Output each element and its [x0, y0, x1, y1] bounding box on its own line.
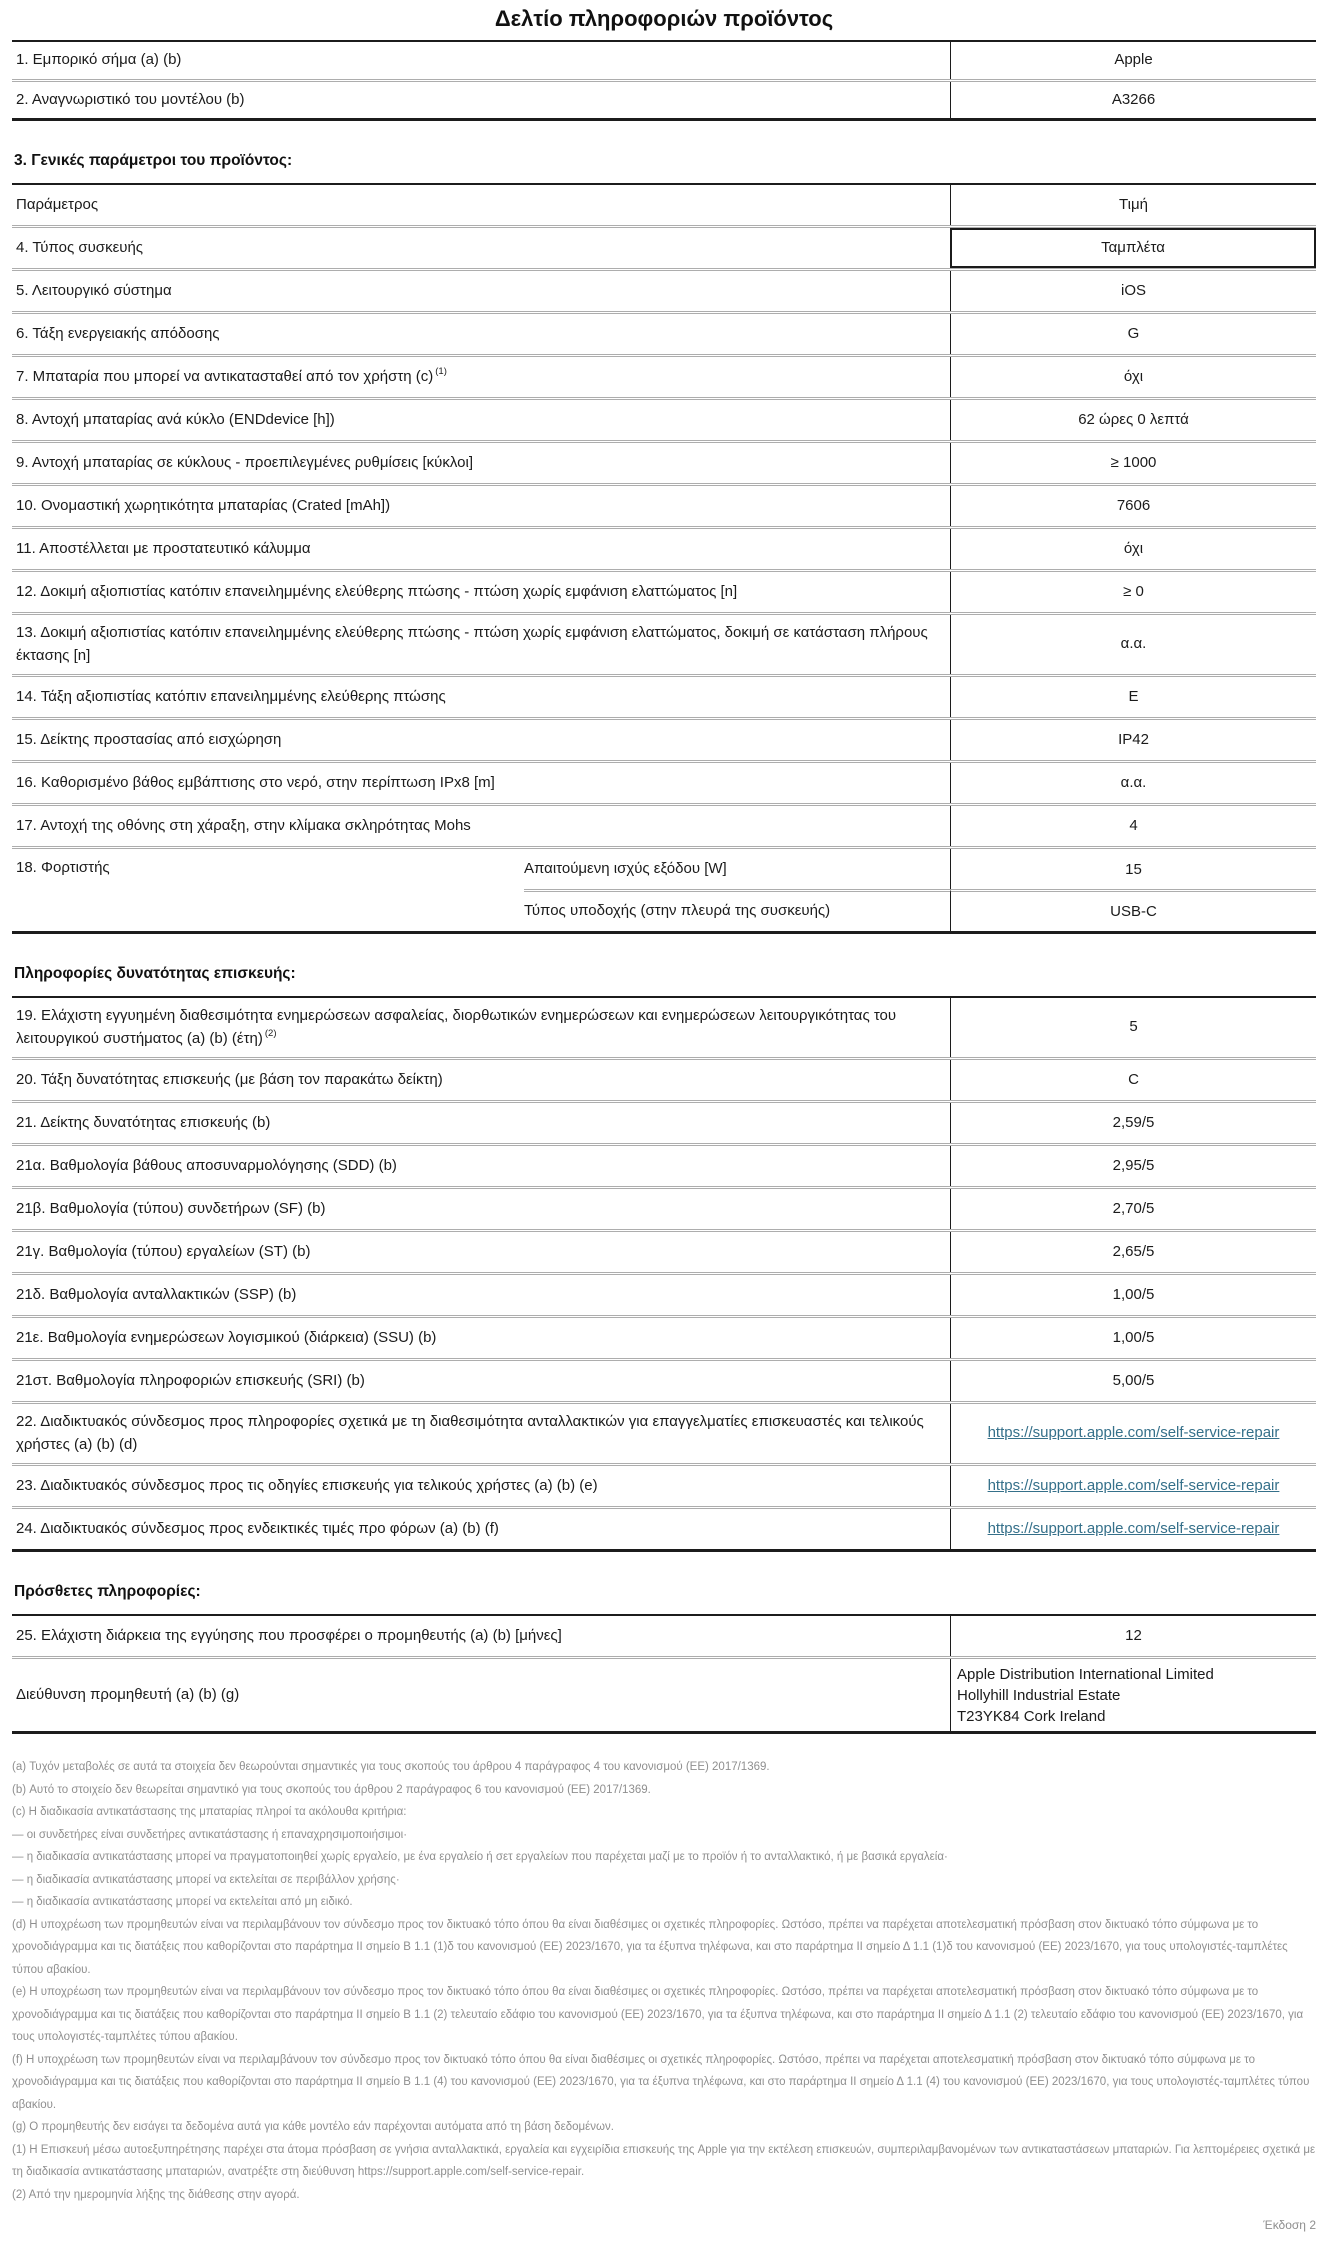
table-row — [12, 803, 1316, 846]
row-label: 17. Αντοχή της οθόνης στη χάραξη, στην κλίμακα σκληρότητας Mohs — [16, 816, 471, 834]
row-label: 5. Λειτουργικό σύστημα — [16, 281, 172, 299]
row-label: 1. Εμπορικό σήμα (a) (b) — [16, 51, 182, 68]
supplier-address-line: Hollyhill Industrial Estate — [957, 1686, 1121, 1704]
row-value: α.α. — [950, 763, 1316, 803]
supplier-address-label: Διεύθυνση προμηθευτή (a) (b) (g) — [16, 1685, 240, 1703]
row-value: 62 ώρες 0 λεπτά — [950, 400, 1316, 440]
footnote: (d) Η υποχρέωση των προμηθευτών είναι να περιλαμβάνουν τον σύνδεσμο προς τον δικτυακό τόπο όπου θα είναι διαθέσιμες οι σχετικές πληροφορίες. Ωστόσο, πρέπει να παρέχεται αποτελεσματική πρόσβαση στον δικτυακό τόπο σύμφωνα με το χρονοδιάγραμμα και τις διατάξεις που καθορίζονται στο παράρτημα II σημείο Β 1.1 (1)δ του κανονισμού (ΕΕ) 2023/1670, για τα έξυπνα τηλέφωνα, και στο παράρτημα II σημείο Δ 1.1 (1)δ του κανονισμού (ΕΕ) 2023/1670, για τους υπολογιστές-ταμπλέτες τύπου αβακίου. — [12, 1918, 1288, 1976]
row-label: 21δ. Βαθμολογία ανταλλακτικών (SSP) (b) — [16, 1285, 297, 1303]
additional-info-table — [12, 1614, 1316, 1734]
row-label: 7. Μπαταρία που μπορεί να αντικατασταθεί από τον χρήστη (c) $^{(1)}$ — [16, 365, 447, 385]
version-label: Έκδοση 2 — [1263, 2218, 1316, 2232]
row-label: 8. Αντοχή μπαταρίας ανά κύκλο (ENDdevice [h]) — [16, 410, 335, 428]
table-row — [12, 354, 1316, 397]
row-value: 12 — [950, 1616, 1316, 1656]
repair-info-link[interactable]: https://support.apple.com/self-service-repair — [987, 1476, 1280, 1494]
general-rows — [12, 225, 1316, 846]
row-value: όχι — [950, 357, 1316, 397]
table-row — [12, 998, 1316, 1057]
row-value: ≥ 1000 — [950, 443, 1316, 483]
row-value: α.α. — [950, 615, 1316, 674]
row-value — [950, 1466, 1316, 1506]
row-label: 10. Ονομαστική χωρητικότητα μπαταρίας (Crated [mAh]) — [16, 496, 391, 514]
additional-section-heading: Πρόσθετες πληροφορίες: — [14, 1583, 201, 1600]
row-value: G — [950, 314, 1316, 354]
supplier-address-line: Apple Distribution International Limited — [957, 1665, 1214, 1683]
table-row — [12, 1272, 1316, 1315]
row-label: 13. Δοκιμή αξιοπιστίας κατόπιν επανειλημμένης ελεύθερης πτώσης - πτώση χωρίς εμφάνιση ελαττώματος, δοκιμή σε κατάσταση πλήρους έκτασης [n] — [16, 624, 928, 664]
footnote: — η διαδικασία αντικατάστασης μπορεί να εκτελείται σε περιβάλλον χρήσης· — [12, 1873, 400, 1886]
table-row — [12, 440, 1316, 483]
footnotes — [12, 1756, 1316, 2206]
table-row — [12, 1358, 1316, 1401]
row-label: 22. Διαδικτυακός σύνδεσμος προς πληροφορίες σχετικά με τη διαθεσιμότητα ανταλλακτικών για επαγγελματίες επισκευαστές και τελικούς χρήστες (a) (b) (d) — [16, 1413, 924, 1453]
additional-rows — [12, 1616, 1316, 1656]
table-row — [12, 1229, 1316, 1272]
footnote: (g) Ο προμηθευτής δεν εισάγει τα δεδομένα αυτά για κάθε μοντέλο εάν παρέχονται αυτόματα από τη βάση δεδομένων. — [12, 2121, 614, 2133]
row-label: 16. Καθορισμένο βάθος εμβάπτισης στο νερό, στην περίπτωση IPx8 [m] — [16, 773, 495, 791]
row-value: IP42 — [950, 720, 1316, 760]
charger-sub-label: Απαιτούμενη ισχύς εξόδου [W] — [524, 859, 727, 877]
row-value — [950, 1509, 1316, 1549]
general-section-heading: 3. Γενικές παράμετροι του προϊόντος: — [14, 152, 293, 169]
row-label: 21β. Βαθμολογία (τύπου) συνδετήρων (SF) (b) — [16, 1199, 326, 1217]
page-title: Δελτίο πληροφοριών προϊόντος — [494, 6, 834, 31]
row-value: ≥ 0 — [950, 572, 1316, 612]
row-value: A3266 — [950, 82, 1316, 119]
row-value: 2,59/5 — [950, 1103, 1316, 1143]
table-row — [12, 483, 1316, 526]
footnote: (b) Αυτό το στοιχείο δεν θεωρείται σημαντικό για τους σκοπούς του άρθρου 2 παράγραφος 6 του κανονισμού (ΕΕ) 2017/1369. — [12, 1783, 651, 1796]
footnote: (1) Η Επισκευή μέσω αυτοεξυπηρέτησης παρέχει στα άτομα πρόσβαση σε γνήσια ανταλλακτικά, εργαλεία και εγχειρίδια επισκευής της Apple για την εκτέλεση επισκευών, συμπεριλαμβανομένων των αντικαταστάσεων μπαταριών. Για λεπτομέρειες σχετικά με τη διαδικασία αντικατάστασης μπαταριών, ανατρέξτε στη διεύθυνση https://support.apple.com/self-service-repair. — [12, 2143, 1316, 2178]
footnote: — η διαδικασία αντικατάστασης μπορεί να πραγματοποιηθεί χωρίς εργαλείο, με ένα εργαλείο ή σετ εργαλείων που παρέχεται μαζί με το προϊόν ή το ανταλλακτικό, ή με βασικά εργαλεία· — [12, 1851, 948, 1863]
footnote: (2) Από την ημερομηνία λήξης της διάθεσης στην αγορά. — [12, 2188, 300, 2201]
row-label: 21γ. Βαθμολογία (τύπου) εργαλείων (ST) (b) — [16, 1242, 311, 1260]
row-label: 21ε. Βαθμολογία ενημερώσεων λογισμικού (διάρκεια) (SSU) (b) — [16, 1328, 437, 1346]
table-row — [12, 526, 1316, 569]
table-header-row — [12, 185, 1316, 225]
row-label: 20. Τάξη δυνατότητας επισκευής (με βάση τον παρακάτω δείκτη) — [16, 1070, 443, 1088]
row-label: 4. Τύπος συσκευής — [16, 238, 144, 256]
row-label: 19. Ελάχιστη εγγυημένη διαθεσιμότητα ενημερώσεων ασφαλείας, διορθωτικών ενημερώσεων και ενημερώσεων λειτουργικότητας του λειτουργικού συστήματος (a) (b) (έτη) $^{(2)}$ — [16, 1007, 897, 1047]
charger-row — [12, 846, 1316, 931]
footnote: (f) Η υποχρέωση των προμηθευτών είναι να περιλαμβάνουν τον σύνδεσμο προς τον δικτυακό τόπο όπου θα είναι διαθέσιμες οι σχετικές πληροφορίες. Ωστόσο, πρέπει να παρέχεται αποτελεσματική πρόσβαση στον δικτυακό τόπο σύμφωνα με το χρονοδιάγραμμα και τις διατάξεις που καθορίζονται στο παράρτημα II σημείο Β 1.1 (4) του κανονισμού (ΕΕ) 2023/1670, για τα έξυπνα τηλέφωνα, και στο παράρτημα II σημείο Δ 1.1 (4) του κανονισμού (ΕΕ) 2023/1670, για τους υπολογιστές-ταμπλέτες τύπου αβακίου. — [12, 2053, 1310, 2111]
repair-info-link[interactable]: https://support.apple.com/self-service-repair — [987, 1519, 1280, 1537]
table-row — [12, 1401, 1316, 1463]
table-row — [12, 760, 1316, 803]
supplier-address-value — [950, 1659, 1316, 1731]
row-value: 2,65/5 — [950, 1232, 1316, 1272]
footnote: (e) Η υποχρέωση των προμηθευτών είναι να περιλαμβάνουν τον σύνδεσμο προς τον δικτυακό τόπο όπου θα είναι διαθέσιμες οι σχετικές πληροφορίες. Ωστόσο, πρέπει να παρέχεται αποτελεσματική πρόσβαση στον δικτυακό τόπο σύμφωνα με το χρονοδιάγραμμα και τις διατάξεις που καθορίζονται στο παράρτημα II σημείο Β 1.1 (2) τελευταίο εδάφιο του κανονισμού (ΕΕ) 2023/1670, για τα έξυπνα τηλέφωνα, και στο παράρτημα II σημείο Δ 1.1 (2) τελευταίο εδάφιο του κανονισμού (ΕΕ) 2023/1670, για τους υπολογιστές-ταμπλέτες τύπου αβακίου. — [12, 1986, 1304, 2043]
row-value: Ταμπλέτα — [950, 228, 1316, 268]
table-row — [12, 311, 1316, 354]
identity-rows — [12, 42, 1316, 118]
row-label: 21. Δείκτης δυνατότητας επισκευής (b) — [16, 1113, 271, 1131]
row-value: C — [950, 1060, 1316, 1100]
row-value: 5 — [950, 998, 1316, 1057]
table-row — [12, 674, 1316, 717]
table-row — [12, 1186, 1316, 1229]
table-row — [12, 1506, 1316, 1549]
table-row — [12, 1315, 1316, 1358]
general-parameters-table — [12, 183, 1316, 934]
row-value: 2,70/5 — [950, 1189, 1316, 1229]
table-row — [12, 1463, 1316, 1506]
row-value — [950, 1404, 1316, 1463]
table-row — [12, 79, 1316, 119]
row-label: 14. Τάξη αξιοπιστίας κατόπιν επανειλημμένης ελεύθερης πτώσης — [16, 687, 446, 705]
row-value: E — [950, 677, 1316, 717]
footnote: (a) Τυχόν μεταβολές σε αυτά τα στοιχεία δεν θεωρούνται σημαντικές για τους σκοπούς του άρθρου 4 παράγραφος 4 του κανονισμού (ΕΕ) 2017/1369. — [12, 1761, 770, 1773]
row-value: όχι — [950, 529, 1316, 569]
row-label: 11. Αποστέλλεται με προστατευτικό κάλυμμα — [16, 539, 311, 557]
footnote: (c) Η διαδικασία αντικατάστασης της μπαταρίας πληροί τα ακόλουθα κριτήρια: — [12, 1806, 407, 1818]
footnote: — η διαδικασία αντικατάστασης μπορεί να εκτελείται από μη ειδικό. — [12, 1896, 353, 1908]
row-label: 2. Αναγνωριστικό του μοντέλου (b) — [16, 90, 245, 108]
row-value: 7606 — [950, 486, 1316, 526]
table-row — [12, 1616, 1316, 1656]
row-label: 21α. Βαθμολογία βάθους αποσυναρμολόγησης (SDD) (b) — [16, 1156, 397, 1174]
row-label: 12. Δοκιμή αξιοπιστίας κατόπιν επανειλημμένης ελεύθερης πτώσης - πτώση χωρίς εμφάνιση ελαττώματος [n] — [16, 582, 738, 600]
header-value-label: Τιμή — [950, 185, 1316, 225]
charger-label: 18. Φορτιστής — [16, 859, 110, 876]
table-row — [12, 397, 1316, 440]
table-row — [12, 1143, 1316, 1186]
row-label: 15. Δείκτης προστασίας από εισχώρηση — [16, 730, 282, 748]
repairability-table — [12, 996, 1316, 1552]
table-row — [12, 569, 1316, 612]
table-row — [12, 225, 1316, 268]
row-label: 6. Τάξη ενεργειακής απόδοσης — [16, 324, 220, 342]
supplier-address-row — [12, 1656, 1316, 1731]
repair-rows — [12, 998, 1316, 1549]
row-value: Apple — [950, 42, 1316, 79]
table-row — [12, 1100, 1316, 1143]
row-label: 23. Διαδικτυακός σύνδεσμος προς τις οδηγίες επισκευής για τελικούς χρήστες (a) (b) (e) — [16, 1476, 598, 1494]
row-label: 21στ. Βαθμολογία πληροφοριών επισκευής (SRI) (b) — [16, 1371, 365, 1389]
repair-info-link[interactable]: https://support.apple.com/self-service-repair — [987, 1424, 1280, 1442]
row-label: 25. Ελάχιστη διάρκεια της εγγύησης που προσφέρει ο προμηθευτής (a) (b) [μήνες] — [16, 1626, 562, 1644]
table-row — [12, 1057, 1316, 1100]
header-parameter-label: Παράμετρος — [16, 195, 99, 213]
row-value: 1,00/5 — [950, 1318, 1316, 1358]
identity-table — [12, 40, 1316, 121]
row-value: 4 — [950, 806, 1316, 846]
supplier-address-line: T23YK84 Cork Ireland — [957, 1707, 1106, 1725]
charger-sub-value: USB-C — [950, 889, 1316, 931]
table-row — [12, 717, 1316, 760]
table-row — [12, 268, 1316, 311]
row-label: 9. Αντοχή μπαταρίας σε κύκλους - προεπιλεγμένες ρυθμίσεις [κύκλοι] — [16, 453, 473, 471]
table-row — [12, 42, 1316, 79]
charger-sub-value: 15 — [950, 849, 1316, 889]
row-value: iOS — [950, 271, 1316, 311]
row-value: 1,00/5 — [950, 1275, 1316, 1315]
row-value: 5,00/5 — [950, 1361, 1316, 1401]
charger-sub-label: Τύπος υποδοχής (στην πλευρά της συσκευής) — [524, 889, 950, 931]
row-label: 24. Διαδικτυακός σύνδεσμος προς ενδεικτικές τιμές προ φόρων (a) (b) (f) — [16, 1519, 499, 1537]
row-value: 2,95/5 — [950, 1146, 1316, 1186]
footnote: — οι συνδετήρες είναι συνδετήρες αντικατάστασης ή επαναχρησιμοποιήσιμοι· — [12, 1828, 408, 1841]
table-row — [12, 612, 1316, 674]
repair-section-heading: Πληροφορίες δυνατότητας επισκευής: — [14, 965, 296, 982]
